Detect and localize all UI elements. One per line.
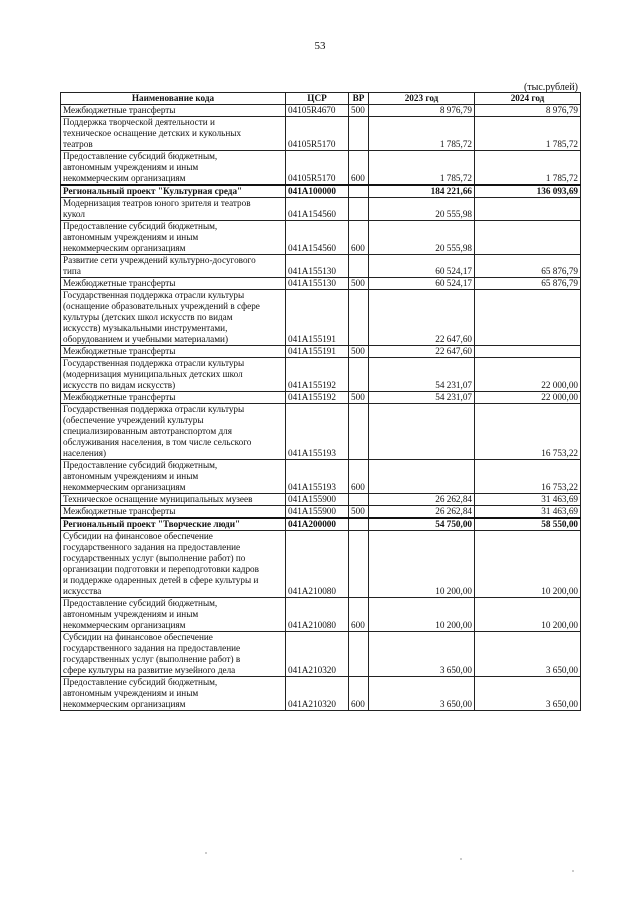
- header-name: Наименование кода: [61, 93, 286, 105]
- table-row: [61, 494, 581, 506]
- row-name: Поддержка творческой деятельности и техническое оснащение детских и кукольных театров: [61, 117, 286, 151]
- row-name: Региональный проект "Культурная среда": [61, 185, 286, 198]
- row-name: Развитие сети учреждений культурно-досугового типа: [61, 255, 286, 278]
- row-vr: 500: [349, 346, 369, 358]
- row-vr: 600: [349, 598, 369, 632]
- row-csr: 041A210080: [286, 598, 349, 632]
- row-2023: 10 200,00: [369, 531, 475, 598]
- row-csr: 041A210080: [286, 531, 349, 598]
- row-2023: 60 524,17: [369, 255, 475, 278]
- header-2023: 2023 год: [369, 93, 475, 105]
- row-2023: 60 524,17: [369, 278, 475, 290]
- scan-speck: [460, 858, 462, 860]
- row-2024: 8 976,79: [475, 105, 581, 117]
- row-csr: 041A155193: [286, 404, 349, 460]
- table-row: [61, 531, 581, 598]
- row-name: Государственная поддержка отрасли культуры (модернизация муниципальных детских школ искусств по видам искусств): [61, 358, 286, 392]
- row-2023: 22 647,60: [369, 346, 475, 358]
- row-2023: [369, 404, 475, 460]
- row-csr: 041A100000: [286, 185, 349, 198]
- table-row: [61, 255, 581, 278]
- row-name: Субсидии на финансовое обеспечение государственного задания на предоставление государственных услуг (выполнение работ) по организации подготовки и переподготовки кадров и поддержке одаренных детей в сфере культуры и искусства: [61, 531, 286, 598]
- row-vr: 500: [349, 105, 369, 117]
- row-name: Предоставление субсидий бюджетным, автономным учреждениям и иным некоммерческим организациям: [61, 460, 286, 494]
- page-number: 53: [314, 40, 326, 52]
- row-vr: 500: [349, 506, 369, 519]
- row-2023: 3 650,00: [369, 677, 475, 711]
- row-vr: [349, 518, 369, 531]
- table-row: [61, 632, 581, 677]
- row-2024: 10 200,00: [475, 598, 581, 632]
- row-2023: 10 200,00: [369, 598, 475, 632]
- row-csr: 041A210320: [286, 632, 349, 677]
- row-2023: 26 262,84: [369, 506, 475, 519]
- row-csr: 041A155900: [286, 494, 349, 506]
- row-csr: 041A155130: [286, 255, 349, 278]
- row-2024: [475, 290, 581, 346]
- row-2023: 184 221,66: [369, 185, 475, 198]
- table-row: [61, 506, 581, 519]
- row-csr: 04105R5170: [286, 151, 349, 186]
- row-csr: 041A155130: [286, 278, 349, 290]
- row-vr: 500: [349, 278, 369, 290]
- row-vr: [349, 531, 369, 598]
- table-row: [61, 151, 581, 186]
- row-csr: 041A155193: [286, 460, 349, 494]
- row-vr: 500: [349, 392, 369, 404]
- row-vr: [349, 290, 369, 346]
- table-body: [61, 105, 581, 711]
- table-row: [61, 290, 581, 346]
- header-2024: 2024 год: [475, 93, 581, 105]
- row-2024: 65 876,79: [475, 278, 581, 290]
- row-2024: 136 093,69: [475, 185, 581, 198]
- table-row: [61, 198, 581, 221]
- row-vr: [349, 494, 369, 506]
- table-header: [61, 93, 581, 105]
- row-2024: 65 876,79: [475, 255, 581, 278]
- row-name: Субсидии на финансовое обеспечение государственного задания на предоставление государственных услуг (выполнение работ) в сфере культуры на развитие музейного дела: [61, 632, 286, 677]
- row-2024: 31 463,69: [475, 506, 581, 519]
- row-csr: 041A155192: [286, 392, 349, 404]
- row-vr: [349, 404, 369, 460]
- header-vr: ВР: [349, 93, 369, 105]
- row-2023: 1 785,72: [369, 117, 475, 151]
- row-2024: 16 753,22: [475, 404, 581, 460]
- row-vr: 600: [349, 151, 369, 186]
- row-name: Межбюджетные трансферты: [61, 105, 286, 117]
- row-2023: 26 262,84: [369, 494, 475, 506]
- row-2023: 54 231,07: [369, 392, 475, 404]
- row-name: Предоставление субсидий бюджетным, автономным учреждениям и иным некоммерческим организациям: [61, 151, 286, 186]
- row-2024: 10 200,00: [475, 531, 581, 598]
- row-csr: 04105R5170: [286, 117, 349, 151]
- row-2024: 3 650,00: [475, 632, 581, 677]
- table-row: [61, 358, 581, 392]
- row-2023: 3 650,00: [369, 632, 475, 677]
- row-vr: 600: [349, 677, 369, 711]
- row-2023: 20 555,98: [369, 198, 475, 221]
- scan-speck: [205, 852, 207, 854]
- row-2023: [369, 460, 475, 494]
- row-2023: 22 647,60: [369, 290, 475, 346]
- table-row: [61, 460, 581, 494]
- row-csr: 04105R4670: [286, 105, 349, 117]
- row-vr: [349, 358, 369, 392]
- row-2024: 22 000,00: [475, 358, 581, 392]
- table-row: [61, 105, 581, 117]
- row-csr: 041A155900: [286, 506, 349, 519]
- table-row: [61, 404, 581, 460]
- row-2024: 3 650,00: [475, 677, 581, 711]
- table-row: [61, 346, 581, 358]
- row-name: Государственная поддержка отрасли культуры (обеспечение учреждений культуры специализированным автотранспортом для обслуживания населения, в том числе сельского населения): [61, 404, 286, 460]
- table-row: [61, 677, 581, 711]
- row-2024: 16 753,22: [475, 460, 581, 494]
- row-name: Техническое оснащение муниципальных музеев: [61, 494, 286, 506]
- budget-table: [60, 92, 581, 711]
- row-csr: 041A155192: [286, 358, 349, 392]
- row-2024: [475, 346, 581, 358]
- row-name: Региональный проект "Творческие люди": [61, 518, 286, 531]
- row-csr: 041A154560: [286, 198, 349, 221]
- row-2023: 54 750,00: [369, 518, 475, 531]
- table-row: [61, 117, 581, 151]
- row-vr: [349, 632, 369, 677]
- row-vr: [349, 117, 369, 151]
- row-2024: [475, 221, 581, 255]
- units-label: (тыс.рублей): [523, 82, 578, 93]
- row-2023: 20 555,98: [369, 221, 475, 255]
- row-2023: 1 785,72: [369, 151, 475, 186]
- table-row: [61, 392, 581, 404]
- row-name: Предоставление субсидий бюджетным, автономным учреждениям и иным некоммерческим организациям: [61, 598, 286, 632]
- row-vr: [349, 255, 369, 278]
- row-name: Межбюджетные трансферты: [61, 346, 286, 358]
- row-name: Межбюджетные трансферты: [61, 392, 286, 404]
- row-name: Предоставление субсидий бюджетным, автономным учреждениям и иным некоммерческим организациям: [61, 677, 286, 711]
- row-2023: 54 231,07: [369, 358, 475, 392]
- row-csr: 041A155191: [286, 346, 349, 358]
- row-csr: 041A210320: [286, 677, 349, 711]
- row-2024: 22 000,00: [475, 392, 581, 404]
- row-2024: 58 550,00: [475, 518, 581, 531]
- row-csr: 041A155191: [286, 290, 349, 346]
- row-csr: 041A154560: [286, 221, 349, 255]
- row-2024: 1 785,72: [475, 151, 581, 186]
- row-name: Предоставление субсидий бюджетным, автономным учреждениям и иным некоммерческим организациям: [61, 221, 286, 255]
- row-name: Государственная поддержка отрасли культуры (оснащение образовательных учреждений в сфере культуры (детских школ искусств по видам искусств) музыкальными инструментами, оборудованием и учебными материалами): [61, 290, 286, 346]
- scan-speck: [572, 870, 574, 872]
- row-2024: 31 463,69: [475, 494, 581, 506]
- table-row: [61, 278, 581, 290]
- row-csr: 041A200000: [286, 518, 349, 531]
- row-vr: 600: [349, 221, 369, 255]
- row-2023: 8 976,79: [369, 105, 475, 117]
- row-vr: [349, 185, 369, 198]
- row-vr: 600: [349, 460, 369, 494]
- table-row: [61, 518, 581, 531]
- table-row: [61, 598, 581, 632]
- table-row: [61, 185, 581, 198]
- row-2024: [475, 198, 581, 221]
- row-name: Межбюджетные трансферты: [61, 278, 286, 290]
- header-csr: ЦСР: [286, 93, 349, 105]
- table-row: [61, 221, 581, 255]
- row-vr: [349, 198, 369, 221]
- row-name: Межбюджетные трансферты: [61, 506, 286, 519]
- row-name: Модернизация театров юного зрителя и театров кукол: [61, 198, 286, 221]
- row-2024: 1 785,72: [475, 117, 581, 151]
